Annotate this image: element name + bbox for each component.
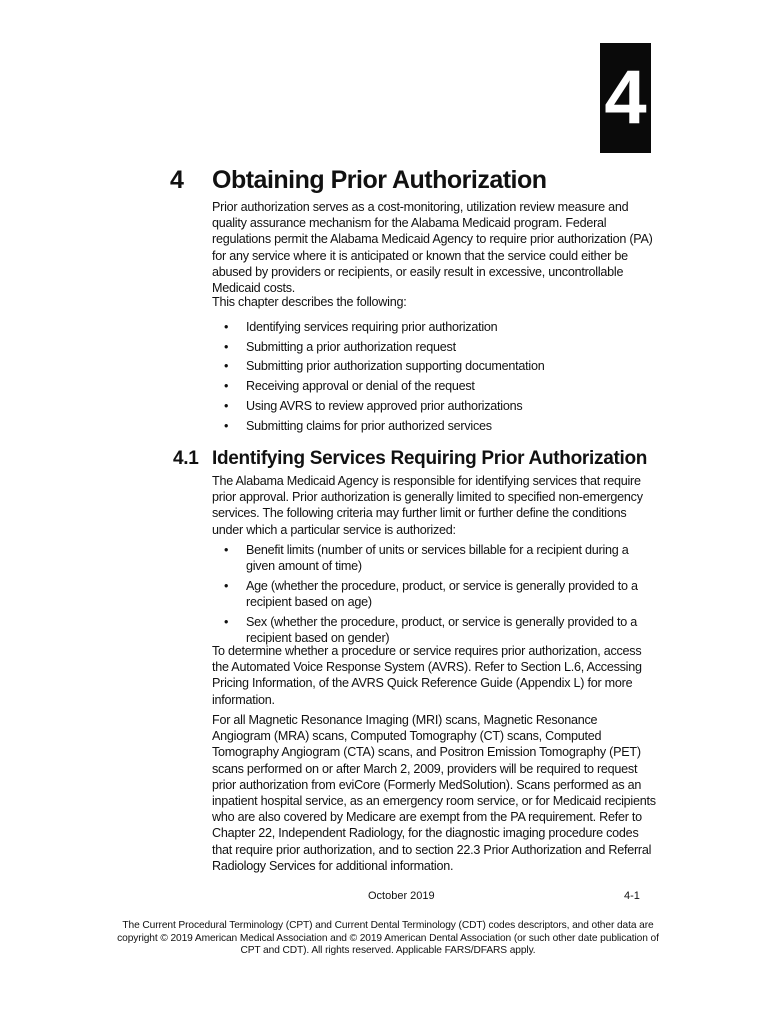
bullet-icon: • bbox=[224, 614, 229, 629]
list-item: • Age (whether the procedure, product, or service is generally provided to a recipient based on age) bbox=[224, 578, 638, 610]
section-number: 4.1 bbox=[173, 448, 199, 469]
list-item: • Submitting claims for prior authorized services bbox=[224, 418, 492, 433]
criteria-bullet-list bbox=[212, 542, 658, 650]
chapter-title: Obtaining Prior Authorization bbox=[212, 166, 547, 194]
bullet-icon: • bbox=[224, 320, 229, 334]
intro-bullet-list bbox=[212, 319, 658, 437]
section-paragraph-1: The Alabama Medicaid Agency is responsible for identifying services that require prior approval. Prior authorization is generally limited to specified non-emergency services. The following criteria may further limit or further define the conditions under which a particular service is authorized: bbox=[212, 474, 643, 537]
footer-date: October 2019 bbox=[368, 890, 435, 902]
bullet-icon: • bbox=[224, 339, 229, 354]
list-item: • Receiving approval or denial of the request bbox=[224, 379, 475, 394]
bullet-icon: • bbox=[224, 543, 229, 557]
footer-page-number: 4-1 bbox=[624, 890, 640, 902]
section-heading bbox=[173, 448, 648, 470]
list-item: • Submitting prior authorization supporting documentation bbox=[224, 359, 545, 374]
intro-paragraph: Prior authorization serves as a cost-monitoring, utilization review measure and quality assurance mechanism for the Alabama Medicaid program. Federal regulations permit the Alabama Medicaid Agency to require prior authorization (PA) for any service where it is anticipated or known that the service could either be abused by providers or recipients, or easily result in excessive, uncontrollable Medicaid costs. bbox=[212, 200, 653, 296]
section-title: Identifying Services Requiring Prior Authorization bbox=[212, 448, 648, 469]
bullet-icon: • bbox=[224, 359, 229, 374]
chapter-tab: 4 bbox=[600, 43, 651, 153]
list-item: • Using AVRS to review approved prior authorizations bbox=[224, 398, 523, 413]
bullet-icon: • bbox=[224, 398, 229, 413]
bullet-icon: • bbox=[224, 379, 229, 394]
section-paragraph-2: To determine whether a procedure or service requires prior authorization, access the Automated Voice Response System (AVRS). Refer to Section L.6, Accessing Pricing Information, of the AVRS Quick Reference Guide (Appendix L) for more information. bbox=[212, 644, 642, 707]
bullet-icon: • bbox=[224, 578, 229, 593]
copyright-notice: The Current Procedural Terminology (CPT) and Current Dental Terminology (CDT) codes descriptors, and other data are copyright © 2019 American Medical Association and © 2019 American Dental Association (or such other date publication of CPT and CDT). All rights reserved. Applicable FARS/DFARS apply. bbox=[117, 920, 659, 957]
chapter-number: 4 bbox=[170, 166, 184, 194]
list-item: • Submitting a prior authorization request bbox=[224, 339, 456, 354]
list-item: • Benefit limits (number of units or services billable for a recipient during a given amount of time) bbox=[224, 543, 629, 574]
bullet-icon: • bbox=[224, 418, 229, 433]
intro-lead: This chapter describes the following: bbox=[212, 295, 407, 309]
list-item: • Sex (whether the procedure, product, or service is generally provided to a recipient based on gender) bbox=[224, 614, 638, 646]
list-item: • Identifying services requiring prior authorization bbox=[224, 320, 498, 334]
section-paragraph-3: For all Magnetic Resonance Imaging (MRI) scans, Magnetic Resonance Angiogram (MRA) scans, Computed Tomography (CT) scans, Computed Tomography Angiogram (CTA) scans, and Positron Emission Tomography (PET) scans performed on or after March 2, 2009, providers will be required to request prior authorization from eviCore (Formerly MedSolution). Scans performed as an inpatient hospital service, as an emergency room service, or for Medicaid recipients who are also covered by Medicare are exempt from the PA requirement. Refer to Chapter 22, Independent Radiology, for the diagnostic imaging procedure codes that require prior authorization, and to section 22.3 Prior Authorization and Referral Radiology Services for additional information. bbox=[212, 713, 656, 873]
